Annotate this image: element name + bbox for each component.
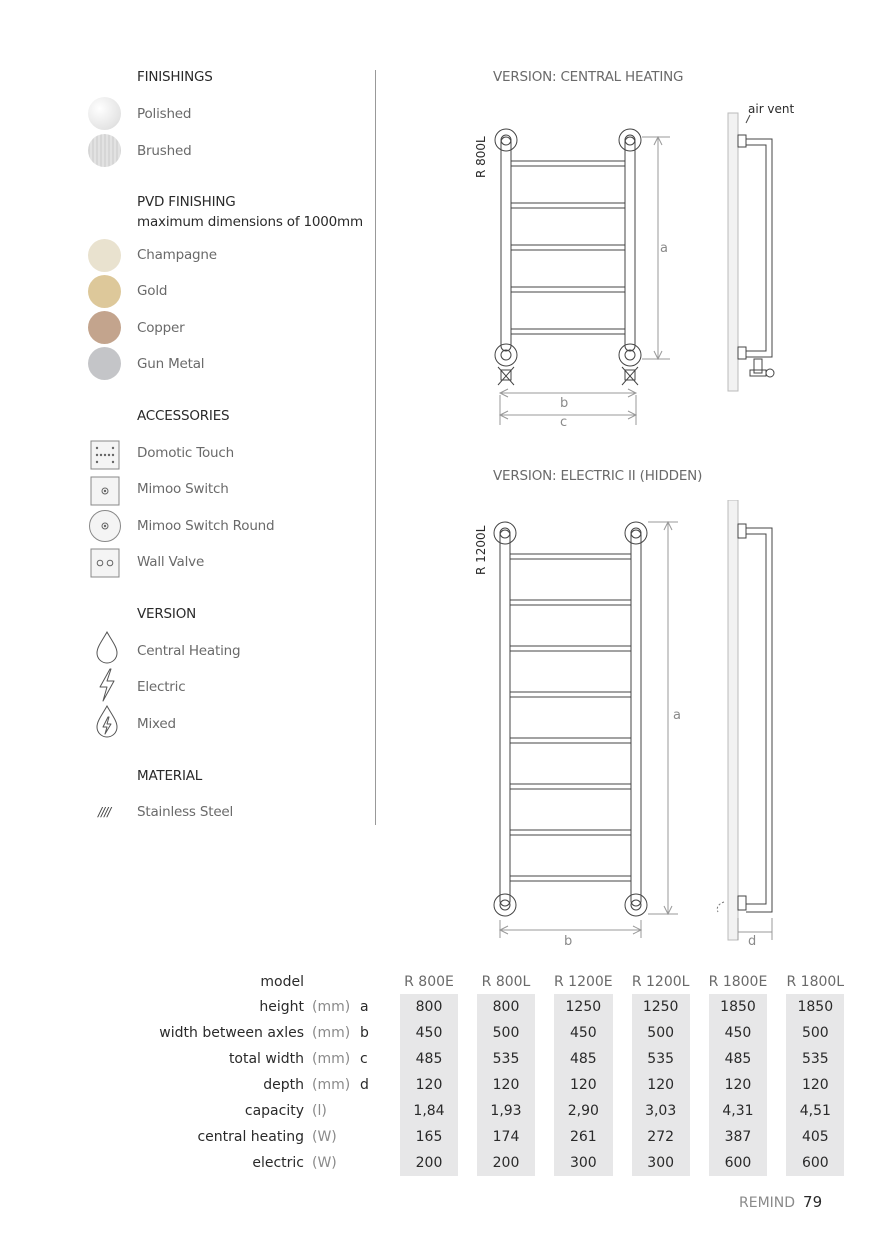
table-row: [90, 1098, 844, 1124]
table-cell: 120: [786, 1072, 844, 1098]
column-divider: [375, 70, 376, 825]
model-name: R 800E: [404, 973, 454, 990]
central-heating-model-label: R 800L: [474, 136, 488, 178]
table-cell: 535: [632, 1046, 690, 1072]
row-unit: (mm): [312, 999, 351, 1015]
model-name: R 1800E: [708, 973, 768, 990]
table-cell: 272: [632, 1124, 690, 1150]
table-cell: 500: [786, 1020, 844, 1046]
row-label: electric: [252, 1155, 304, 1171]
row-unit: (mm): [312, 1051, 351, 1067]
table-row: [90, 1124, 844, 1150]
table-cell: 261: [554, 1124, 613, 1150]
polished-swatch: [88, 97, 121, 130]
table-cell: 500: [632, 1020, 690, 1046]
row-letter: [360, 1150, 400, 1176]
gun-metal-swatch: [88, 347, 121, 380]
pvd-subtitle: maximum dimensions of 1000mm: [137, 214, 363, 230]
table-cell: 120: [709, 1072, 768, 1098]
spec-table: [90, 969, 844, 1176]
row-label: central heating: [197, 1129, 304, 1145]
table-cell: 485: [709, 1046, 768, 1072]
model-name: R 1200E: [554, 973, 613, 990]
finish-brushed-label: Brushed: [137, 143, 192, 159]
table-cell: 200: [477, 1150, 535, 1176]
pvd-champagne-label: Champagne: [137, 247, 217, 263]
electric-dim-b-label: b: [564, 934, 573, 949]
wall-valve-icon: [90, 548, 120, 578]
row-letter: [360, 1098, 400, 1124]
table-cell: 3,03: [632, 1098, 690, 1124]
table-cell: 500: [477, 1020, 535, 1046]
lightning-icon: [96, 667, 118, 703]
mimoo-switch-icon: [90, 476, 120, 506]
brushed-swatch: [88, 134, 121, 167]
central-dim-c-label: c: [560, 415, 568, 430]
table-row: [90, 1072, 844, 1098]
table-cell: 300: [554, 1150, 613, 1176]
drop-lightning-icon: [94, 704, 120, 738]
row-letter: c: [360, 1051, 368, 1067]
copper-swatch: [88, 311, 121, 344]
table-cell: 200: [400, 1150, 458, 1176]
model-header-label: model: [260, 973, 304, 990]
central-heating-radiator-drawing: [480, 95, 800, 435]
table-cell: 387: [709, 1124, 768, 1150]
water-drop-icon: [94, 630, 120, 664]
pvd-copper-label: Copper: [137, 320, 185, 336]
version-mixed-label: Mixed: [137, 716, 176, 732]
central-dim-a-label: a: [660, 241, 668, 256]
model-name: R 800L: [481, 973, 531, 990]
table-cell: 535: [477, 1046, 535, 1072]
domotic-touch-icon: [90, 440, 120, 470]
table-cell: 1850: [786, 994, 844, 1020]
table-cell: 450: [400, 1020, 458, 1046]
pvd-gold-label: Gold: [137, 283, 168, 299]
row-letter: b: [360, 1025, 369, 1041]
electric-model-label: R 1200L: [474, 525, 488, 575]
page-footer: [739, 1193, 822, 1211]
table-cell: 1250: [554, 994, 613, 1020]
table-cell: 120: [477, 1072, 535, 1098]
version-title: VERSION: [137, 606, 197, 622]
table-cell: 165: [400, 1124, 458, 1150]
electric-dim-d-label: d: [748, 934, 757, 949]
table-row: [90, 1046, 844, 1072]
electric-diagram-title: VERSION: ELECTRIC II (HIDDEN): [493, 468, 703, 484]
pvd-title: PVD FINISHING: [137, 194, 236, 210]
footer-brand: REMIND: [739, 1195, 796, 1211]
row-label: width between axles: [159, 1025, 304, 1041]
row-unit: (W): [312, 1129, 337, 1145]
accessory-mimoo-switch-label: Mimoo Switch: [137, 481, 229, 497]
table-row: [90, 1150, 844, 1176]
table-cell: 450: [709, 1020, 768, 1046]
version-central-heating-label: Central Heating: [137, 643, 241, 659]
accessories-title: ACCESSORIES: [137, 408, 230, 424]
page-number: 79: [803, 1193, 823, 1211]
table-cell: 600: [786, 1150, 844, 1176]
row-letter: d: [360, 1077, 369, 1093]
electric-radiator-drawing: [480, 500, 800, 950]
table-cell: 2,90: [554, 1098, 613, 1124]
table-cell: 535: [786, 1046, 844, 1072]
accessory-mimoo-round-label: Mimoo Switch Round: [137, 518, 275, 534]
air-vent-label: air vent: [748, 102, 795, 116]
row-letter: a: [360, 999, 369, 1015]
row-letter: [360, 1124, 400, 1150]
mimoo-switch-round-icon: [88, 509, 122, 543]
table-cell: 174: [477, 1124, 535, 1150]
table-cell: 800: [477, 994, 535, 1020]
row-label: height: [259, 999, 304, 1015]
table-row: [90, 1020, 844, 1046]
table-cell: 1250: [632, 994, 690, 1020]
champagne-swatch: [88, 239, 121, 272]
table-cell: 1,93: [477, 1098, 535, 1124]
row-unit: (mm): [312, 1025, 351, 1041]
row-label: depth: [263, 1077, 304, 1093]
table-header-row: [90, 969, 844, 994]
table-cell: 4,51: [786, 1098, 844, 1124]
finish-polished-label: Polished: [137, 106, 192, 122]
row-unit: (l): [312, 1103, 327, 1119]
pvd-gun-metal-label: Gun Metal: [137, 356, 205, 372]
table-cell: 4,31: [709, 1098, 768, 1124]
table-cell: 485: [400, 1046, 458, 1072]
material-stainless-steel-label: Stainless Steel: [137, 804, 234, 820]
model-name: R 1800L: [786, 973, 845, 990]
table-cell: 1,84: [400, 1098, 458, 1124]
material-title: MATERIAL: [137, 768, 203, 784]
row-unit: (W): [312, 1155, 337, 1171]
finishings-title: FINISHINGS: [137, 69, 213, 85]
table-cell: 1850: [709, 994, 768, 1020]
table-cell: 405: [786, 1124, 844, 1150]
table-cell: 120: [400, 1072, 458, 1098]
gold-swatch: [88, 275, 121, 308]
table-cell: 120: [632, 1072, 690, 1098]
accessory-wall-valve-label: Wall Valve: [137, 554, 205, 570]
row-label: capacity: [244, 1103, 304, 1119]
table-cell: 800: [400, 994, 458, 1020]
table-cell: 450: [554, 1020, 613, 1046]
row-label: total width: [228, 1051, 304, 1067]
version-electric-label: Electric: [137, 679, 186, 695]
model-name: R 1200L: [631, 973, 690, 990]
table-cell: 600: [709, 1150, 768, 1176]
table-cell: 120: [554, 1072, 613, 1098]
table-row: [90, 994, 844, 1020]
table-cell: 485: [554, 1046, 613, 1072]
accessory-domotic-touch-label: Domotic Touch: [137, 445, 234, 461]
hatch-lines-icon: ////: [98, 805, 111, 819]
electric-dim-a-label: a: [673, 708, 681, 723]
table-cell: 300: [632, 1150, 690, 1176]
central-heating-diagram-title: VERSION: CENTRAL HEATING: [493, 69, 684, 85]
row-unit: (mm): [312, 1077, 351, 1093]
central-dim-b-label: b: [560, 396, 569, 411]
